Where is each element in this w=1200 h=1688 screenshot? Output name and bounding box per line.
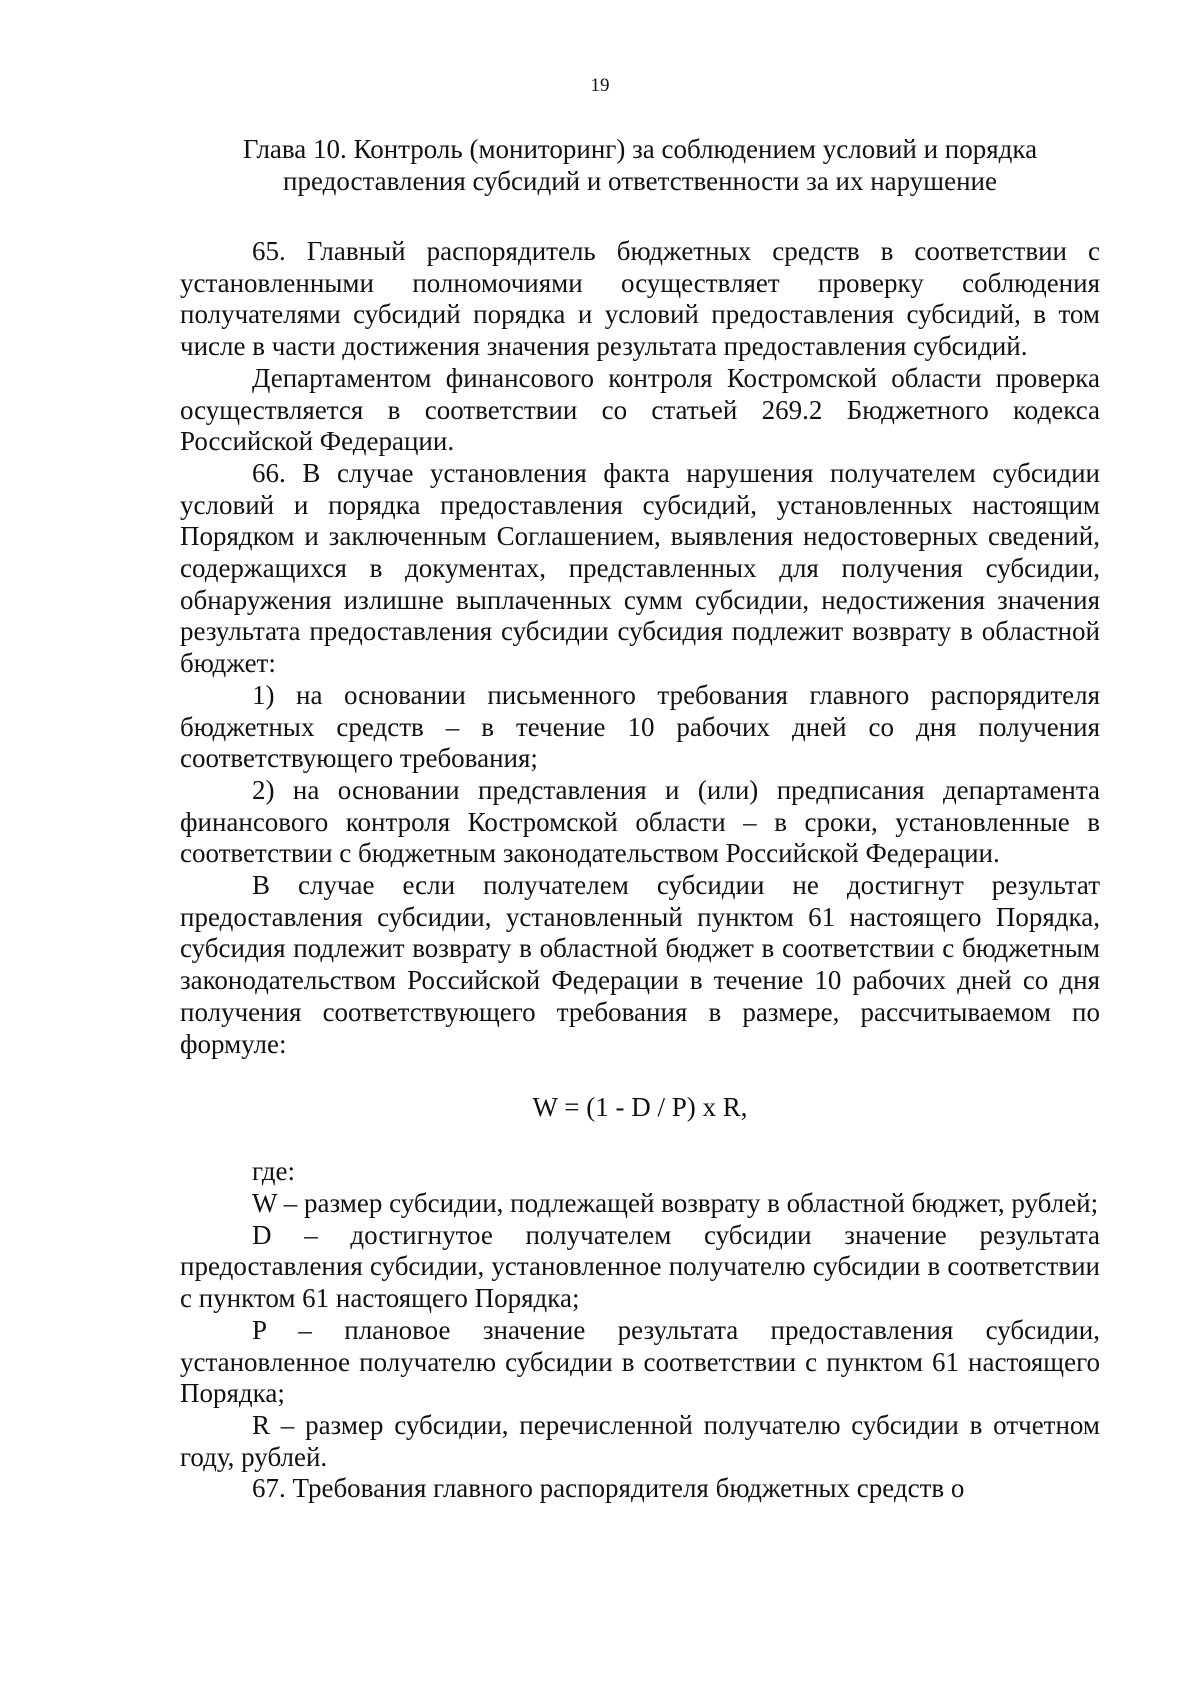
definition-r: R – размер субсидии, перечисленной получателю субсидии в отчетном году, рублей. [180,1409,1100,1472]
paragraph-65: 65. Главный распорядитель бюджетных средств в соответствии с установленными полномочиями осуществляет проверку соблюдения получателями субсидий порядка и условий предоставления субсидий, в том числе в части достижения значения результата предоставления субсидий. [180,236,1100,362]
where-label: где: [252,1156,295,1187]
chapter-title-line-1: Глава 10. Контроль (мониторинг) за соблюдением условий и порядка [242,134,1038,164]
chapter-title-line-2: предоставления субсидий и ответственности за их нарушение [283,166,997,196]
document-body [180,236,1100,1505]
definition-p: P – плановое значение результата предоставления субсидии, установленное получателю субсидии в соответствии с пунктом 61 настоящего Порядка; [180,1314,1100,1409]
list-item-1: 1) на основании письменного требования главного распорядителя бюджетных средств – в течение 10 рабочих дней со дня получения соответствующего требования; [180,679,1100,774]
definition-d: D – достигнутое получателем субсидии значение результата предоставления субсидии, установленное получателю субсидии в соответствии с пунктом 61 настоящего Порядка; [180,1219,1100,1314]
chapter-title [180,133,1100,197]
formula: W = (1 - D / P) x R, [532,1092,748,1123]
list-item-2: 2) на основании представления и (или) предписания департамента финансового контроля Костромской области – в сроки, установленные в соответствии с бюджетным законодательством Российской Федерации. [180,774,1100,869]
paragraph-66: 66. В случае установления факта нарушения получателем субсидии условий и порядка предоставления субсидий, установленных настоящим Порядком и заключенным Соглашением, выявления недостоверных сведений, содержащихся в документах, представленных для получения субсидии, обнаружения излишне выплаченных сумм субсидии, недостижения значения результата предоставления субсидии субсидия подлежит возврату в областной бюджет: [180,457,1100,679]
page-number: 19 [590,75,610,96]
definition-w: W – размер субсидии, подлежащей возврату в областной бюджет, рублей; [252,1187,1099,1218]
paragraph-66-result: В случае если получателем субсидии не достигнут результат предоставления субсидии, установленный пунктом 61 настоящего Порядка, субсидия подлежит возврату в областной бюджет в соответствии с бюджетным законодательством Российской Федерации в течение 10 рабочих дней со дня получения соответствующего требования в размере, рассчитываемом по формуле: [180,870,1100,1059]
paragraph-67: 67. Требования главного распорядителя бюджетных средств о [252,1473,965,1504]
paragraph-65-audit: Департаментом финансового контроля Костромской области проверка осуществляется в соответствии со статьей 269.2 Бюджетного кодекса Российской Федерации. [180,362,1100,457]
